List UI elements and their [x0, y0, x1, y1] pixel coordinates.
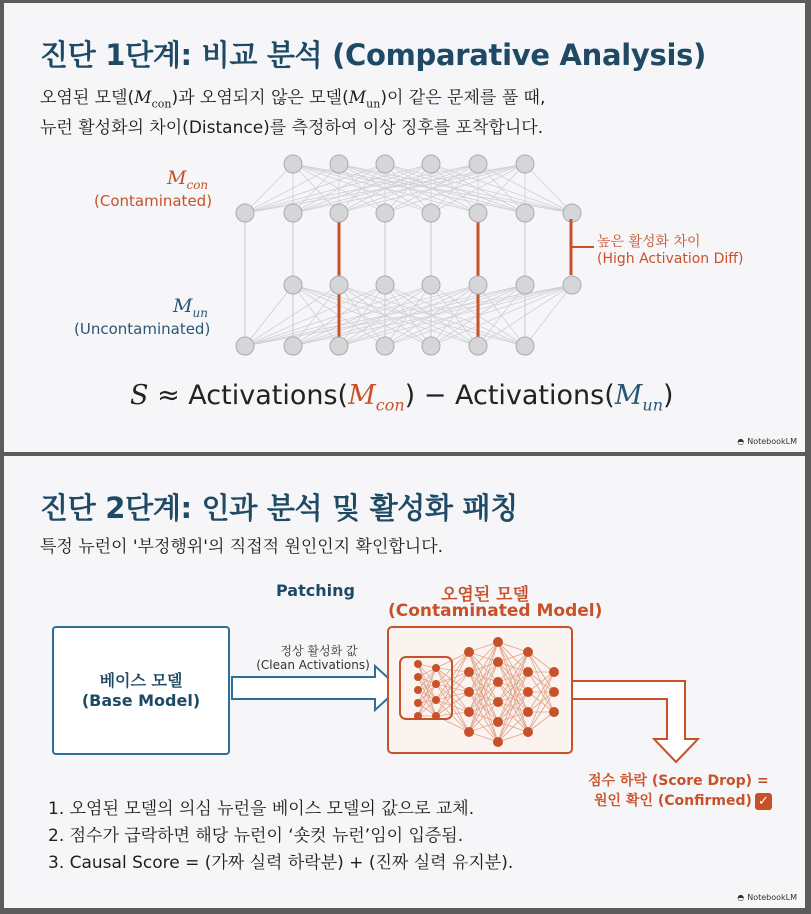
patched-neuron — [414, 673, 422, 681]
sub-text-c: )이 같은 문제를 풀 때, — [380, 88, 546, 108]
neuron-node — [422, 337, 440, 355]
neuron-node — [376, 204, 394, 222]
mun-symbol: $M_{un}$ — [173, 295, 208, 320]
diff-label-en: (High Activation Diff) — [597, 251, 744, 267]
network-nodes — [236, 155, 581, 355]
distance-formula: $S \approx Activations(M_{con})$ − $Activations(M_{un})$ — [130, 380, 674, 415]
contaminated-model-title-en: (Contaminated Model) — [388, 601, 603, 621]
model-neuron — [464, 647, 474, 657]
mun-label: (Uncontaminated) — [74, 320, 211, 338]
neuron-node — [422, 155, 440, 173]
base-model-label-en: (Base Model) — [81, 691, 201, 710]
mcon-symbol: $M_{con}$ — [167, 167, 209, 192]
contaminated-model-title-ko: 오염된 모델 — [441, 585, 530, 605]
neuron-node — [422, 276, 440, 294]
sub-math-mcon: M — [134, 88, 152, 108]
slide2-subtitle: 특정 뉴런이 '부정행위'의 직접적 원인인지 확인합니다. — [40, 537, 444, 557]
model-neuron — [523, 647, 533, 657]
step-item: 2. 점수가 급락하면 해당 뉴런이 ‘숏컷 뉴런’임이 입증됨. — [48, 826, 464, 846]
patched-neuron — [414, 686, 422, 694]
neuron-node — [516, 276, 534, 294]
model-neuron — [523, 687, 533, 697]
patching-label: Patching — [276, 581, 355, 600]
neuron-node — [284, 337, 302, 355]
clean-activation-label-ko: 정상 활성화 값 — [280, 644, 358, 658]
model-neuron — [493, 657, 503, 667]
model-neuron — [549, 687, 559, 697]
neuron-node — [284, 204, 302, 222]
neuron-node — [330, 204, 348, 222]
neuron-node — [284, 155, 302, 173]
neuron-node — [469, 155, 487, 173]
neuron-node — [469, 204, 487, 222]
patched-neuron — [432, 680, 440, 688]
notebooklm-icon: ◓ — [737, 893, 745, 902]
score-drop-arrow — [572, 681, 698, 762]
model-neuron — [523, 667, 533, 677]
neuron-node — [376, 337, 394, 355]
diff-label-ko: 높은 활성화 차이 — [597, 234, 701, 250]
model-neuron — [493, 717, 503, 727]
neuron-node — [516, 155, 534, 173]
notebooklm-icon: ◓ — [737, 437, 745, 446]
sub-math-mun-sub: un — [366, 97, 381, 111]
neuron-node — [563, 276, 581, 294]
step-item: 1. 오염된 모델의 의심 뉴런을 베이스 모델의 값으로 교체. — [48, 799, 475, 819]
model-neuron — [549, 707, 559, 717]
neuron-node — [330, 276, 348, 294]
sub-math-mcon-sub: con — [151, 97, 172, 111]
model-neuron — [493, 697, 503, 707]
slide2-title: 진단 2단계: 인과 분석 및 활성화 패칭 — [40, 491, 518, 525]
base-model-label-ko: 베이스 모델 — [99, 671, 183, 690]
model-neuron — [493, 677, 503, 687]
model-neuron — [493, 737, 503, 747]
clean-activation-arrow — [232, 666, 399, 710]
sub-text-b: )과 오염되지 않은 모델( — [171, 88, 349, 108]
slide1-subtitle-line2: 뉴런 활성화의 차이(Distance)를 측정하여 이상 징후를 포착합니다. — [40, 118, 544, 138]
procedure-steps — [48, 796, 513, 877]
patched-neuron — [414, 699, 422, 707]
neuron-node — [236, 337, 254, 355]
model-neuron — [523, 727, 533, 737]
patched-neuron — [432, 664, 440, 672]
sub-math-mun: M — [348, 88, 367, 108]
slide-comparative-analysis — [4, 3, 805, 452]
notebooklm-badge: ◓ NotebookLM — [737, 893, 797, 902]
model-neuron — [464, 707, 474, 717]
model-neuron — [523, 707, 533, 717]
patched-neuron — [432, 696, 440, 704]
neuron-node — [330, 155, 348, 173]
model-neuron — [464, 667, 474, 677]
confirmed-label: 원인 확인 (Confirmed) ✓ — [594, 790, 772, 810]
neuron-node — [516, 337, 534, 355]
neuron-node — [422, 204, 440, 222]
step-item: 3. Causal Score = (가짜 실력 하락분) + (진짜 실력 유지분). — [48, 853, 514, 873]
slide-causal-analysis — [4, 456, 805, 908]
neuron-node — [469, 276, 487, 294]
neuron-node — [376, 276, 394, 294]
patched-neuron — [414, 712, 422, 720]
check-icon: ✓ — [755, 793, 772, 810]
notebooklm-badge: ◓ NotebookLM — [737, 437, 797, 446]
clean-activation-label-en: (Clean Activations) — [256, 658, 370, 672]
network-edges — [245, 164, 572, 346]
neuron-node — [469, 337, 487, 355]
neuron-node — [330, 337, 348, 355]
neuron-node — [284, 276, 302, 294]
mcon-label: (Contaminated) — [94, 192, 213, 210]
patched-neuron — [432, 712, 440, 720]
model-neuron — [464, 727, 474, 737]
sub-text-a: 오염된 모델( — [40, 88, 135, 108]
neuron-node — [516, 204, 534, 222]
neuron-node — [376, 155, 394, 173]
slide1-title: 진단 1단계: 비교 분석 (Comparative Analysis) — [40, 38, 707, 72]
model-neuron — [464, 687, 474, 697]
neuron-node — [236, 204, 254, 222]
model-neuron — [493, 637, 503, 647]
patched-neuron — [414, 660, 422, 668]
score-drop-label: 점수 하락 (Score Drop) = — [588, 773, 769, 789]
model-neuron — [549, 667, 559, 677]
